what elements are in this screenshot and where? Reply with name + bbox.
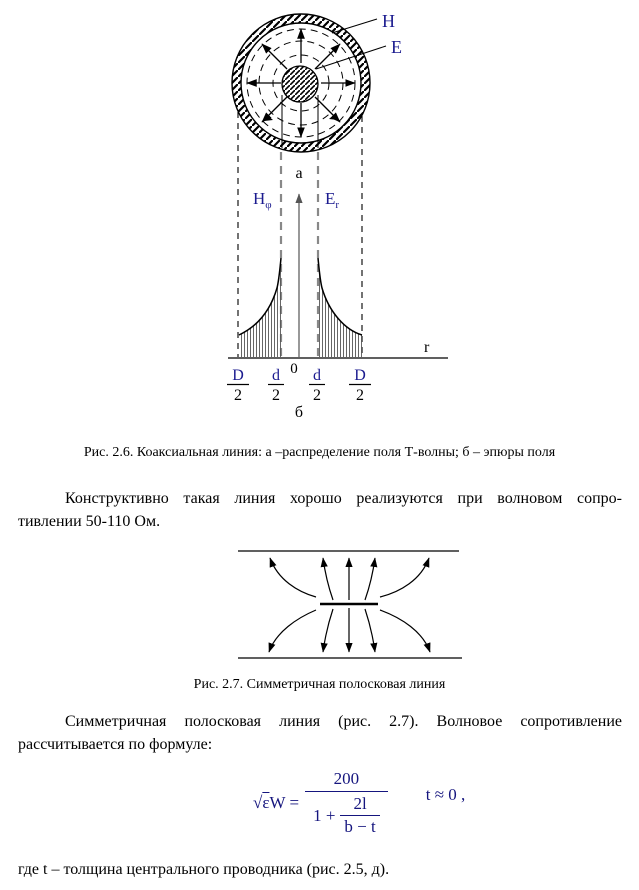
figure-part-b-label: б	[294, 404, 304, 421]
h-field-label: H	[382, 11, 395, 31]
r-axis-label: r	[424, 339, 430, 356]
fraction-numerator: 200	[333, 769, 360, 788]
denominator-prefix: 1 +	[313, 805, 336, 825]
equals-sign: =	[289, 793, 300, 812]
svg-text:D: D	[354, 367, 366, 384]
main-fraction	[305, 769, 388, 837]
paragraph-1	[18, 487, 622, 533]
paragraph-1-line-1: Конструктивно такая линия хорошо реализуются при волновом сопро-	[65, 490, 622, 507]
figure-2-7-caption: Рис. 2.7. Симметричная полосковая линия	[193, 677, 446, 692]
figure-part-a-label: а	[295, 165, 303, 182]
svg-text:2: 2	[313, 387, 321, 404]
inner-fraction-numerator: 2l	[353, 794, 367, 813]
svg-text:2: 2	[356, 387, 364, 404]
radicand-epsilon: ε	[262, 793, 270, 812]
fraction-denominator	[305, 791, 388, 837]
field-epures	[227, 189, 448, 421]
impedance-formula	[253, 769, 465, 837]
coaxial-cross-section	[232, 11, 402, 152]
e-r-epure-area	[318, 258, 362, 357]
figure-2-6-caption: Рис. 2.6. Коаксиальная линия: а –распределение поля Т-волны; б – эпюры поля	[83, 445, 556, 460]
zero-label: 0	[290, 361, 298, 377]
h-phi-epure-area	[239, 258, 281, 357]
e-field-label: E	[391, 37, 402, 57]
inner-fraction	[340, 794, 379, 837]
inner-fraction-denominator: b − t	[340, 815, 379, 837]
svg-text:2: 2	[234, 387, 242, 404]
svg-text:D: D	[232, 367, 244, 384]
stripline-figure	[238, 551, 462, 658]
formula-lhs	[253, 793, 299, 813]
svg-text:d: d	[272, 367, 280, 384]
radical-sign: √	[253, 793, 263, 812]
e-r-label: $E_r$	[325, 189, 340, 211]
paragraph-3	[18, 858, 622, 881]
svg-text:d: d	[313, 367, 321, 384]
svg-text:2: 2	[272, 387, 280, 404]
formula-condition: t ≈ 0 ,	[425, 785, 466, 804]
inner-conductor	[282, 66, 318, 102]
paragraph-2-line-1: Симметричная полосковая линия (рис. 2.7). Волновое сопротивление	[65, 713, 622, 730]
axis-tick-fractions	[227, 367, 371, 404]
formula-w: W	[269, 793, 286, 812]
paragraph-2	[18, 710, 622, 756]
paragraph-1-line-2: тивлении 50-110 Ом.	[18, 513, 161, 530]
paragraph-2-line-2: рассчитывается по формуле:	[18, 736, 213, 753]
paragraph-3-line-1: где t – толщина центрального проводника (рис. 2.5, д).	[18, 861, 390, 878]
h-phi-label: $H_\varphi$	[253, 189, 272, 211]
